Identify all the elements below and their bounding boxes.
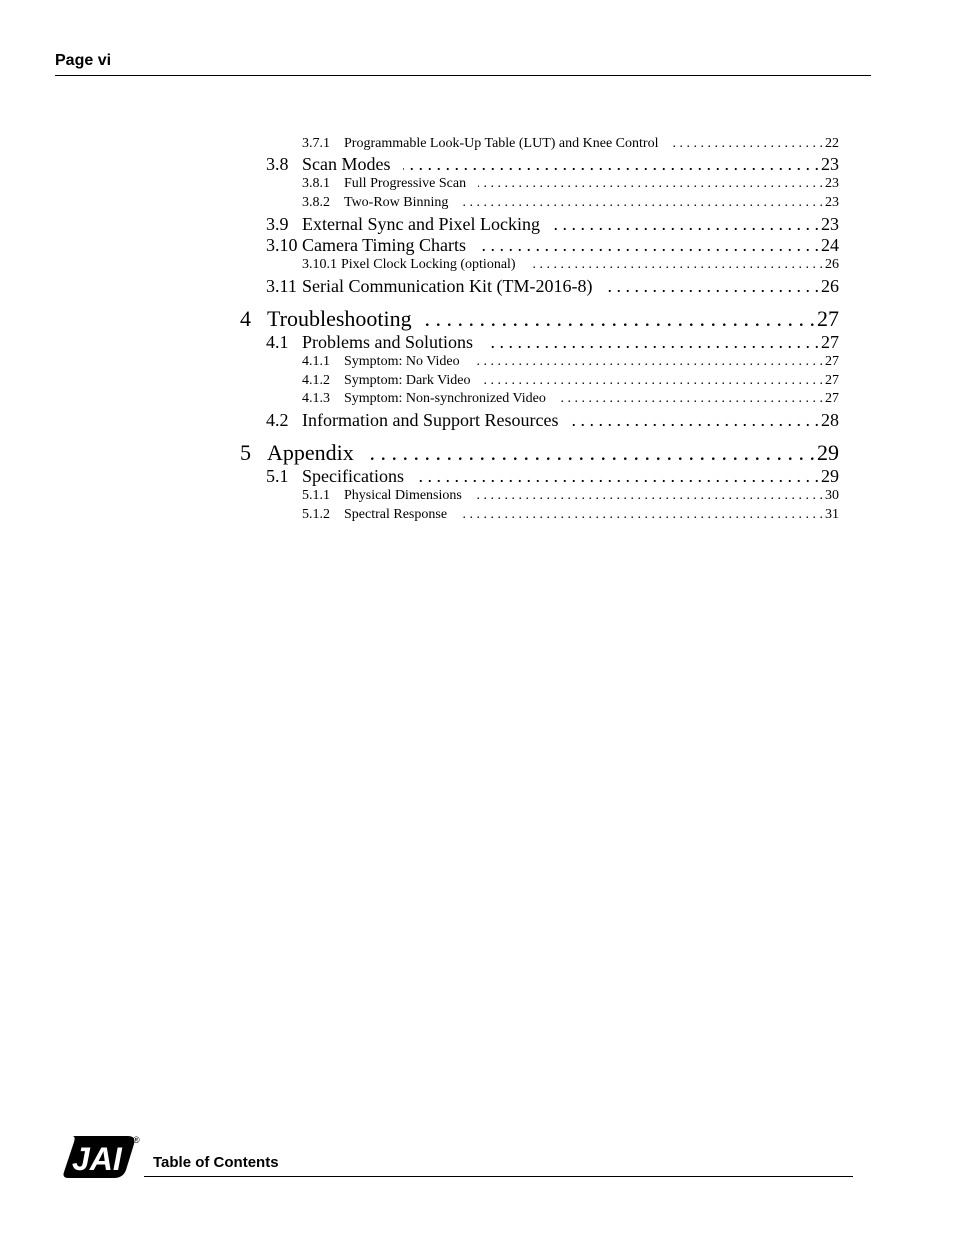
toc-chapter-title: Troubleshooting [267,306,412,331]
toc-entry-number: 3.11 [266,276,297,296]
toc-leader-dots [570,410,819,431]
toc-entry-title: Specifications [302,466,404,486]
toc-entry-number: 3.8.2 [302,195,330,210]
toc-entry-page: 30 [825,488,839,503]
toc-entry[interactable] [302,176,839,192]
toc-entry-title: Full Progressive Scan [344,176,467,191]
toc-leader-dots [416,466,819,487]
toc-leader-dots [604,276,819,297]
toc-entry-number: 3.8.1 [302,176,330,191]
toc-entry-title: Symptom: Dark Video [344,373,471,388]
table-of-contents [0,0,954,560]
toc-entry-page: 23 [821,154,839,174]
toc-entry-number: 4.2 [266,410,289,430]
footer-divider [144,1176,853,1177]
footer-section-label: Table of Contents [153,1154,279,1171]
toc-entry[interactable] [266,235,839,256]
toc-chapter-page: 29 [817,440,839,465]
toc-entry-number: 4.1.3 [302,391,330,406]
svg-text:JAI: JAI [72,1141,122,1177]
toc-entry-title: Physical Dimensions [344,488,462,503]
toc-entry-title: Symptom: No Video [344,354,460,369]
toc-entry[interactable] [302,195,839,211]
toc-entry[interactable] [302,391,839,407]
toc-entry-page: 28 [821,410,839,430]
toc-leader-dots [482,373,823,389]
toc-entry-title: Scan Modes [302,154,391,174]
toc-entry-page: 31 [825,507,839,522]
toc-entry[interactable] [266,466,839,487]
toc-chapter-number: 5 [240,440,251,465]
toc-entry[interactable] [266,410,839,431]
toc-entry-title: Two-Row Binning [344,195,449,210]
toc-entry-title: Camera Timing Charts [302,235,467,255]
toc-entry-title: Symptom: Non-synchronized Video [344,391,546,406]
toc-leader-dots [485,332,819,353]
toc-entry-page: 23 [821,214,839,234]
toc-entry-page: 24 [821,235,839,255]
toc-entry-page: 23 [825,176,839,191]
toc-chapter-page: 27 [817,306,839,331]
toc-entry-number: 4.1.1 [302,354,330,369]
toc-leader-dots [670,136,823,152]
toc-chapter-entry[interactable] [240,306,839,332]
toc-leader-dots [366,440,815,466]
toc-entry-page: 29 [821,466,839,486]
toc-leader-dots [558,391,823,407]
toc-entry-title: Pixel Clock Locking (optional) [341,257,516,272]
toc-entry-page: 27 [825,391,839,406]
toc-entry-title: Problems and Solutions [302,332,474,352]
toc-leader-dots [460,195,823,211]
toc-chapter-entry[interactable] [240,440,839,466]
toc-entry[interactable] [266,276,839,297]
toc-chapter-title: Appendix [267,440,354,465]
toc-leader-dots [478,176,823,192]
toc-entry-number: 3.10 [266,235,298,255]
toc-entry[interactable] [302,373,839,389]
toc-entry[interactable] [266,214,839,235]
toc-entry-number: 3.9 [266,214,289,234]
toc-leader-dots [472,354,823,370]
toc-entry-page: 26 [821,276,839,296]
toc-entry-page: 27 [825,373,839,388]
toc-leader-dots [459,507,823,523]
svg-text:®: ® [133,1135,140,1145]
toc-entry-page: 27 [825,354,839,369]
toc-entry-number: 5.1 [266,466,289,486]
toc-entry[interactable] [302,507,839,523]
toc-entry[interactable] [302,354,839,370]
toc-entry-number: 3.10.1 [302,257,337,272]
toc-entry-title: External Sync and Pixel Locking [302,214,540,234]
toc-entry[interactable] [266,154,839,175]
toc-entry-title: Information and Support Resources [302,410,559,430]
toc-entry-page: 23 [825,195,839,210]
toc-entry[interactable] [266,332,839,353]
toc-entry-number: 3.7.1 [302,136,330,151]
toc-entry-number: 5.1.1 [302,488,330,503]
toc-entry-page: 26 [825,257,839,272]
toc-chapter-number: 4 [240,306,251,331]
toc-entry-title: Spectral Response [344,507,448,522]
jai-logo-icon [62,1132,142,1180]
toc-entry-number: 5.1.2 [302,507,330,522]
toc-entry-number: 3.8 [266,154,289,174]
toc-leader-dots [478,235,819,256]
toc-entry-page: 22 [825,136,839,151]
toc-entry[interactable] [302,488,839,504]
toc-leader-dots [474,488,823,504]
toc-entry-title: Programmable Look-Up Table (LUT) and Knee Control [344,136,659,151]
toc-leader-dots [403,154,820,175]
toc-entry-number: 4.1 [266,332,289,352]
page-number-header: Page vi [55,52,112,69]
toc-leader-dots [528,257,823,273]
toc-entry-number: 4.1.2 [302,373,330,388]
toc-entry[interactable] [302,257,839,273]
toc-leader-dots [552,214,819,235]
toc-leader-dots [424,306,815,332]
toc-entry-title: Serial Communication Kit (TM-2016-8) [302,276,593,296]
toc-entry-page: 27 [821,332,839,352]
toc-entry[interactable] [302,136,839,152]
